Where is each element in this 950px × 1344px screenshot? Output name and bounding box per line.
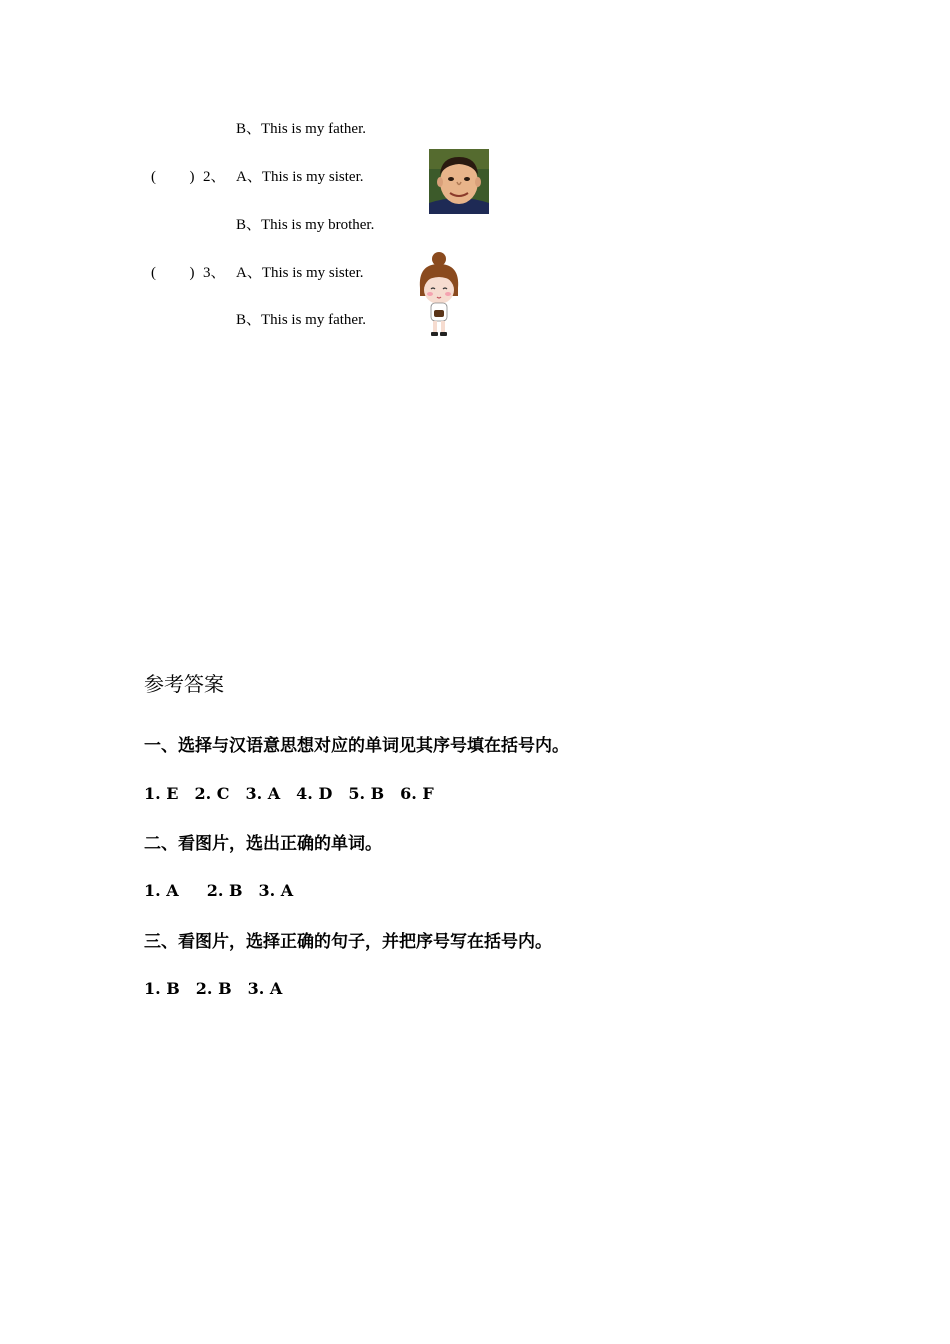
answer-item: 4. D <box>296 784 333 803</box>
bracket-left: ( <box>151 265 156 281</box>
q2-number: 2、 <box>203 169 226 185</box>
bracket-right: ) <box>189 265 195 281</box>
answer-item: 6. F <box>400 784 434 803</box>
q1-option-b: B、This is my father. <box>236 121 366 137</box>
answer-item: 2. B <box>195 979 232 998</box>
answer-item: 2. B <box>206 881 243 900</box>
bracket-left: ( <box>151 169 156 185</box>
bracket-right: ) <box>189 169 195 185</box>
section1-title: 一、选择与汉语意思想对应的单词见其序号填在括号内。 <box>144 736 569 756</box>
section3-title: 三、看图片，选择正确的句子，并把序号写在括号内。 <box>144 932 552 952</box>
answer-item: 1. E <box>144 784 179 803</box>
answer-item: 1. B <box>144 979 180 998</box>
answer-item: 1. A <box>144 881 179 900</box>
q2-answer-bracket[interactable] <box>151 168 195 186</box>
girl-cartoon <box>415 250 463 338</box>
answer-item: 5. B <box>348 784 385 803</box>
answer-item: 3. A <box>247 979 283 998</box>
q2-option-a: A、This is my sister. <box>236 169 364 185</box>
boy-photo <box>429 149 489 214</box>
boy-face-icon <box>429 149 489 214</box>
q2-option-b: B、This is my brother. <box>236 217 375 233</box>
section1-answers <box>144 784 450 804</box>
answer-item: 3. A <box>245 784 281 803</box>
q3-answer-bracket[interactable] <box>151 264 195 282</box>
answer-key-title: 参考答案 <box>144 672 224 696</box>
q3-option-b: B、This is my father. <box>236 312 366 328</box>
answer-item: 2. C <box>194 784 230 803</box>
cartoon-girl-icon <box>415 250 463 338</box>
section2-title: 二、看图片，选出正确的单词。 <box>144 834 382 854</box>
q3-number: 3、 <box>203 265 226 281</box>
section2-answers <box>144 881 309 901</box>
q3-option-a: A、This is my sister. <box>236 265 364 281</box>
section3-answers <box>144 979 298 999</box>
answer-item: 3. A <box>258 881 294 900</box>
